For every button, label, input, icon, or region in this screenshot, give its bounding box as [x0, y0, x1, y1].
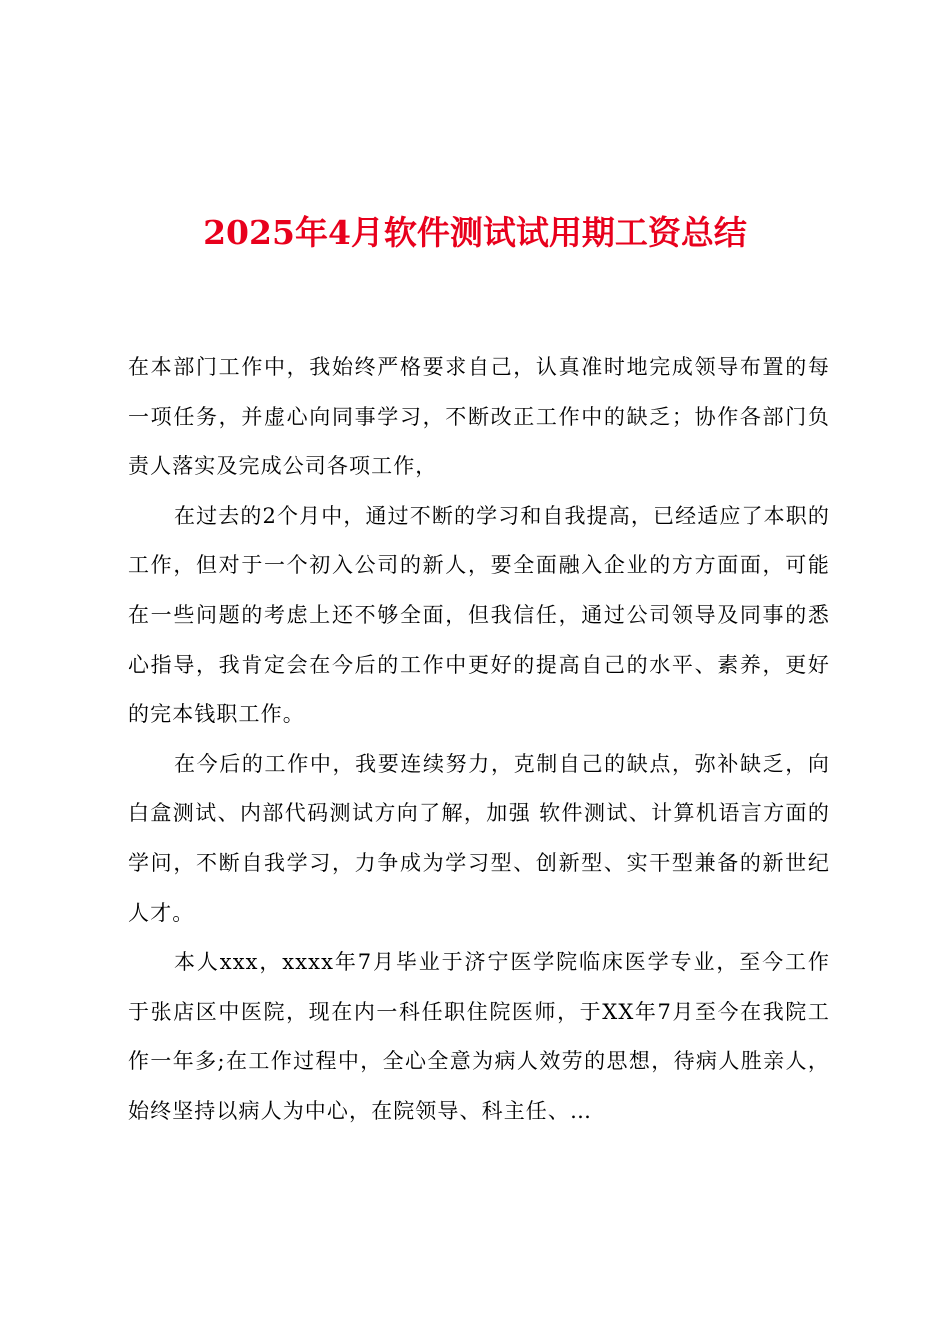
document-title: 2025年4月软件测试试用期工资总结	[203, 213, 747, 252]
paragraph-2: 在过去的2个月中，通过不断的学习和自我提高，已经适应了本职的工作，但对于一个初入公司的新人，要全面融入企业的方方面面，可能在一些问题的考虑上还不够全面，但我信任，通过公司领导及同事的悉心指导，我肯定会在今后的工作中更好的提高自己的水平、素养，更好的完本钱职工作。	[128, 503, 830, 727]
paragraph-4: 本人xxx，xxxx年7月毕业于济宁医学院临床医学专业，至今工作于张店区中医院，现在内一科任职住院医师，于XX年7月至今在我院工作一年多;在工作过程中，全心全意为病人效劳的思想，待病人胜亲人，始终坚持以病人为中心，在院领导、科主任、…	[128, 950, 830, 1123]
paragraph-1: 在本部门工作中，我始终严格要求自己，认真准时地完成领导布置的每一项任务，并虚心向同事学习，不断改正工作中的缺乏；协作各部门负责人落实及完成公司各项工作，	[128, 355, 830, 479]
document-body	[128, 343, 830, 1137]
paragraph-3: 在今后的工作中，我要连续努力，克制自己的缺点，弥补缺乏，向白盒测试、内部代码测试方向了解，加强 软件测试、计算机语言方面的学问，不断自我学习，力争成为学习型、创新型、实干型兼备的新世纪人才。	[128, 751, 830, 925]
